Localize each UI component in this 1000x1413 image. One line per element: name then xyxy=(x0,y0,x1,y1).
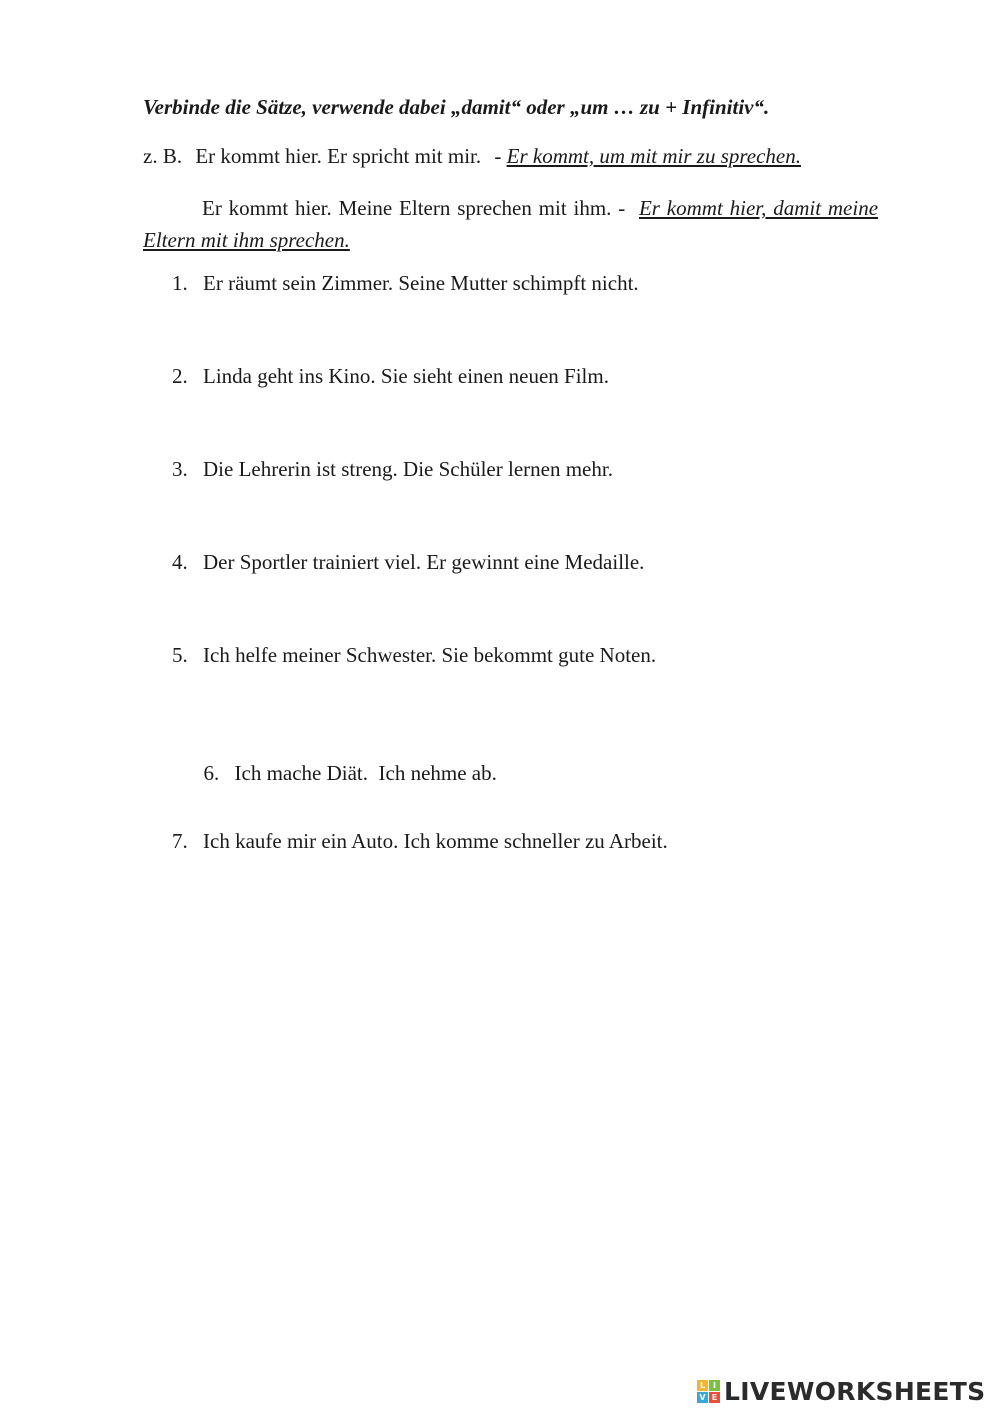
task-text: Die Lehrerin ist streng. Die Schüler lernen mehr. xyxy=(203,457,613,481)
task-item-5 xyxy=(172,643,656,668)
instruction-heading: Verbinde die Sätze, verwende dabei „damit“ oder „um … zu + Infinitiv“. xyxy=(143,95,770,119)
logo-mark-cell: E xyxy=(709,1392,720,1403)
task-text: Linda geht ins Kino. Sie sieht einen neuen Film. xyxy=(203,364,609,388)
logo-mark-icon xyxy=(697,1380,720,1403)
task-number: 7. xyxy=(172,829,188,853)
example-prefix: z. B. xyxy=(143,144,183,168)
logo-mark-cell: V xyxy=(697,1392,708,1403)
task-number: 5. xyxy=(172,643,188,667)
task-number: 4. xyxy=(172,550,188,574)
task-number: 1. xyxy=(172,271,188,295)
task-item-2 xyxy=(172,364,609,389)
task-text: Ich kaufe mir ein Auto. Ich komme schneller zu Arbeit. xyxy=(203,829,668,853)
task-item-7 xyxy=(172,829,668,854)
logo-mark-cell: L xyxy=(697,1380,708,1391)
logo-mark-cell: I xyxy=(709,1380,720,1391)
logo-text: LIVEWORKSHEETS xyxy=(724,1377,986,1406)
task-text: Er räumt sein Zimmer. Seine Mutter schimpft nicht. xyxy=(203,271,639,295)
example-1-sentence: Er kommt hier. Er spricht mit mir. xyxy=(195,144,482,168)
example-1-answer: Er kommt, um mit mir zu sprechen. xyxy=(506,144,801,168)
task-number: 6. xyxy=(203,761,220,785)
task-item-1 xyxy=(172,271,639,296)
example-1 xyxy=(143,144,801,169)
example-2-answer: Er kommt hier, damit meine Eltern mit ihm sprechen. xyxy=(143,196,879,252)
example-2 xyxy=(143,192,878,256)
task-text: Ich mache Diät. Ich nehme ab. xyxy=(234,761,497,785)
example-1-dash: - xyxy=(494,144,502,168)
task-number: 3. xyxy=(172,457,188,481)
task-item-6 xyxy=(172,736,497,811)
example-2-dash: - xyxy=(618,196,626,220)
task-text: Der Sportler trainiert viel. Er gewinnt eine Medaille. xyxy=(203,550,645,574)
task-text: Ich helfe meiner Schwester. Sie bekommt gute Noten. xyxy=(203,643,657,667)
task-item-4 xyxy=(172,550,644,575)
task-item-3 xyxy=(172,457,613,482)
task-number: 2. xyxy=(172,364,188,388)
liveworksheets-logo xyxy=(697,1377,985,1406)
example-2-sentence: Er kommt hier. Meine Eltern sprechen mit ihm. xyxy=(202,196,612,220)
